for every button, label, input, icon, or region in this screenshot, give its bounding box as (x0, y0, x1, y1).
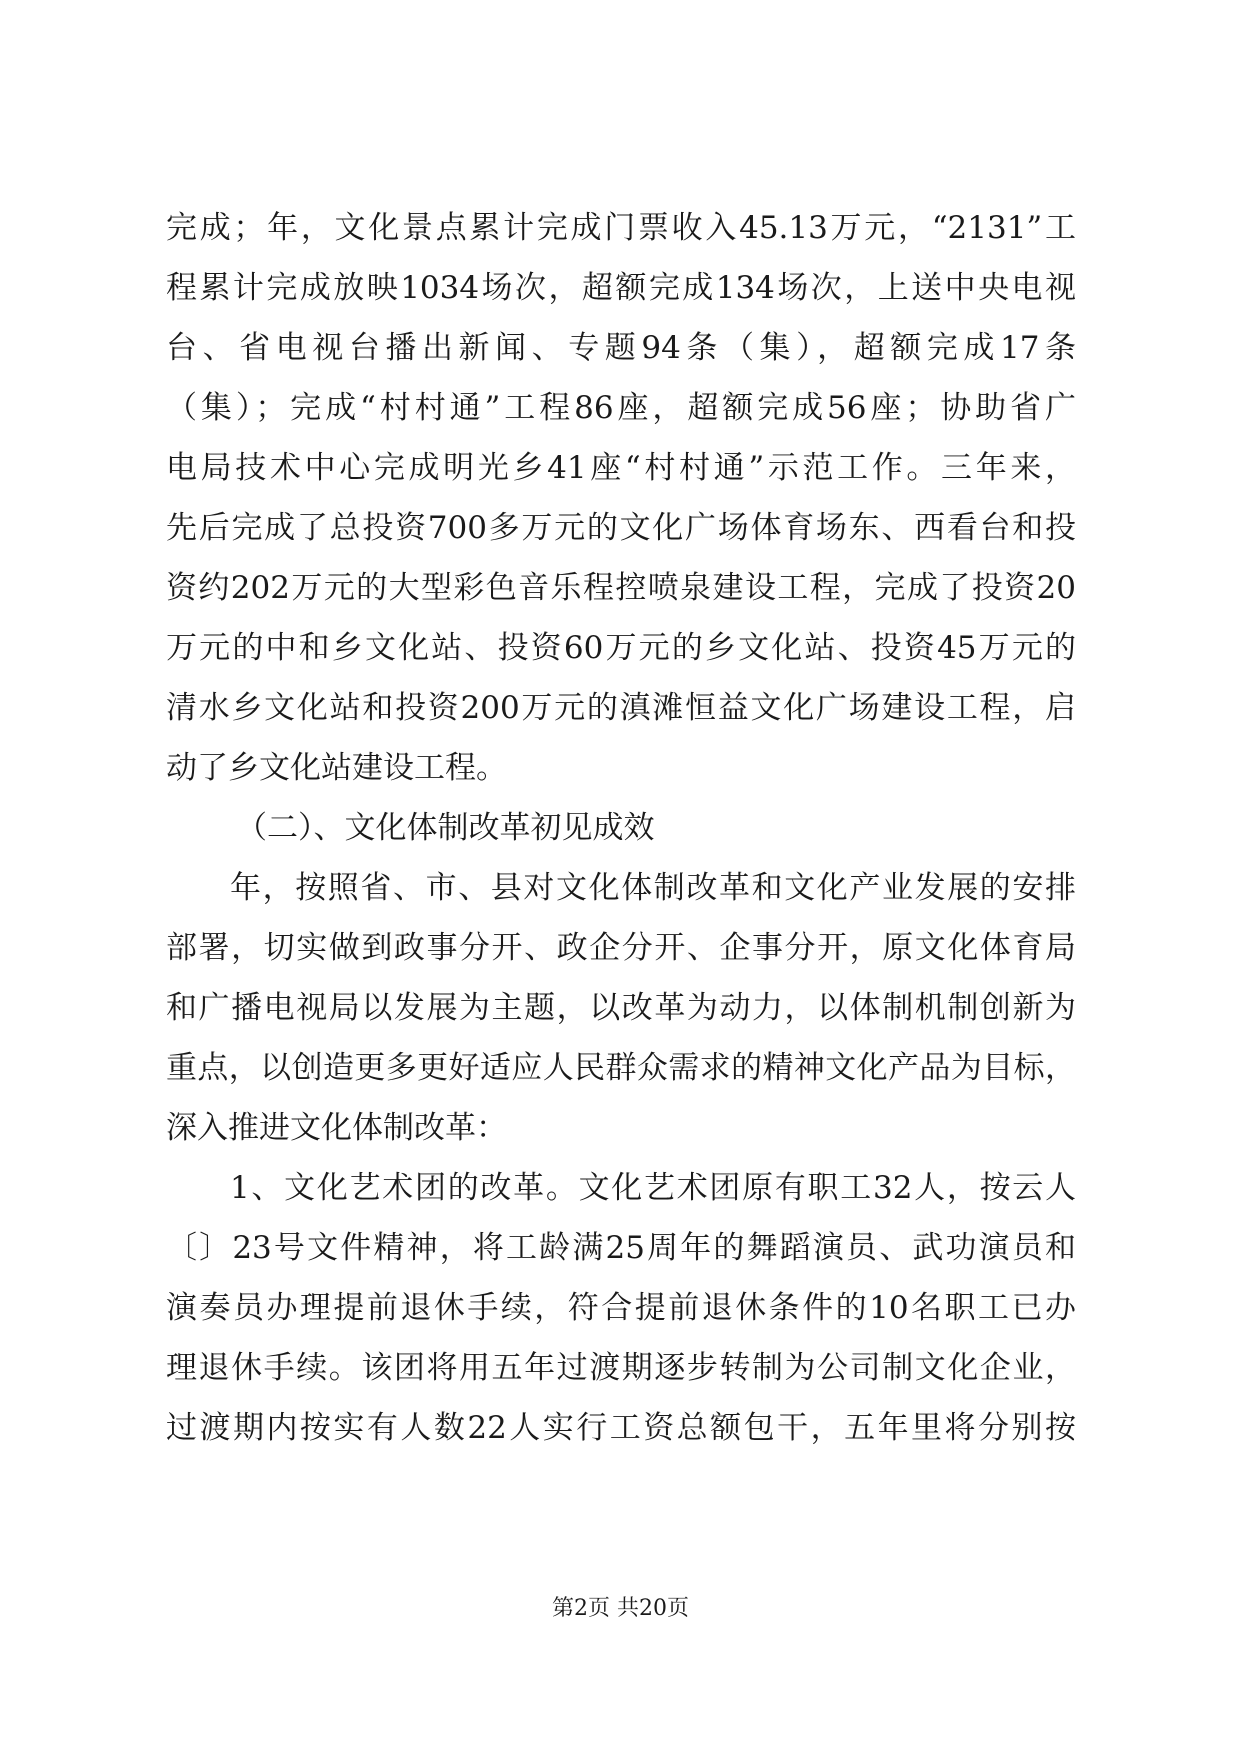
paragraph-line: 深入推进文化体制改革： (166, 1110, 507, 1146)
page-number-footer: 第2页 共20页 (552, 1596, 689, 1621)
paragraph-line: 部署，切实做到政事分开、政企分开、企事分开，原文化体育局 (166, 930, 1076, 966)
paragraph-line: 台、省电视台播出新闻、专题94条（集），超额完成17条 (166, 330, 1076, 366)
paragraph-line: 演奏员办理提前退休手续，符合提前退休条件的10名职工已办 (166, 1290, 1076, 1326)
paragraph-line: 电局技术中心完成明光乡41座“村村通”示范工作。三年来， (166, 450, 1076, 486)
paragraph-line: 重点，以创造更多更好适应人民群众需求的精神文化产品为目标， (166, 1050, 1076, 1086)
paragraph-line: 过渡期内按实有人数22人实行工资总额包干，五年里将分别按 (166, 1410, 1076, 1446)
paragraph-line: 万元的中和乡文化站、投资60万元的乡文化站、投资45万元的 (166, 630, 1076, 666)
paragraph-line: 理退休手续。该团将用五年过渡期逐步转制为公司制文化企业， (166, 1350, 1076, 1386)
paragraph-line: 完成；年，文化景点累计完成门票收入45.13万元，“2131”工 (166, 210, 1076, 246)
paragraph-line: 资约202万元的大型彩色音乐程控喷泉建设工程，完成了投资20 (166, 570, 1076, 606)
paragraph-line: 年，按照省、市、县对文化体制改革和文化产业发展的安排 (230, 870, 1076, 906)
paragraph-line: 和广播电视局以发展为主题，以改革为动力，以体制机制创新为 (166, 990, 1076, 1026)
paragraph-line: 先后完成了总投资700多万元的文化广场体育场东、西看台和投 (166, 510, 1076, 546)
paragraph-line: 清水乡文化站和投资200万元的滇滩恒益文化广场建设工程，启 (166, 690, 1076, 726)
paragraph-line: 动了乡文化站建设工程。 (166, 750, 507, 786)
paragraph-line: （集）；完成“村村通”工程86座，超额完成56座；协助省广 (166, 390, 1076, 426)
paragraph-line: 程累计完成放映1034场次，超额完成134场次，上送中央电视 (166, 270, 1076, 306)
section-heading: （二）、文化体制改革初见成效 (236, 810, 655, 846)
paragraph-line: 〔〕23号文件精神，将工龄满25周年的舞蹈演员、武功演员和 (166, 1230, 1076, 1266)
paragraph-line: 1、文化艺术团的改革。文化艺术团原有职工32人，按云人 (230, 1170, 1076, 1206)
